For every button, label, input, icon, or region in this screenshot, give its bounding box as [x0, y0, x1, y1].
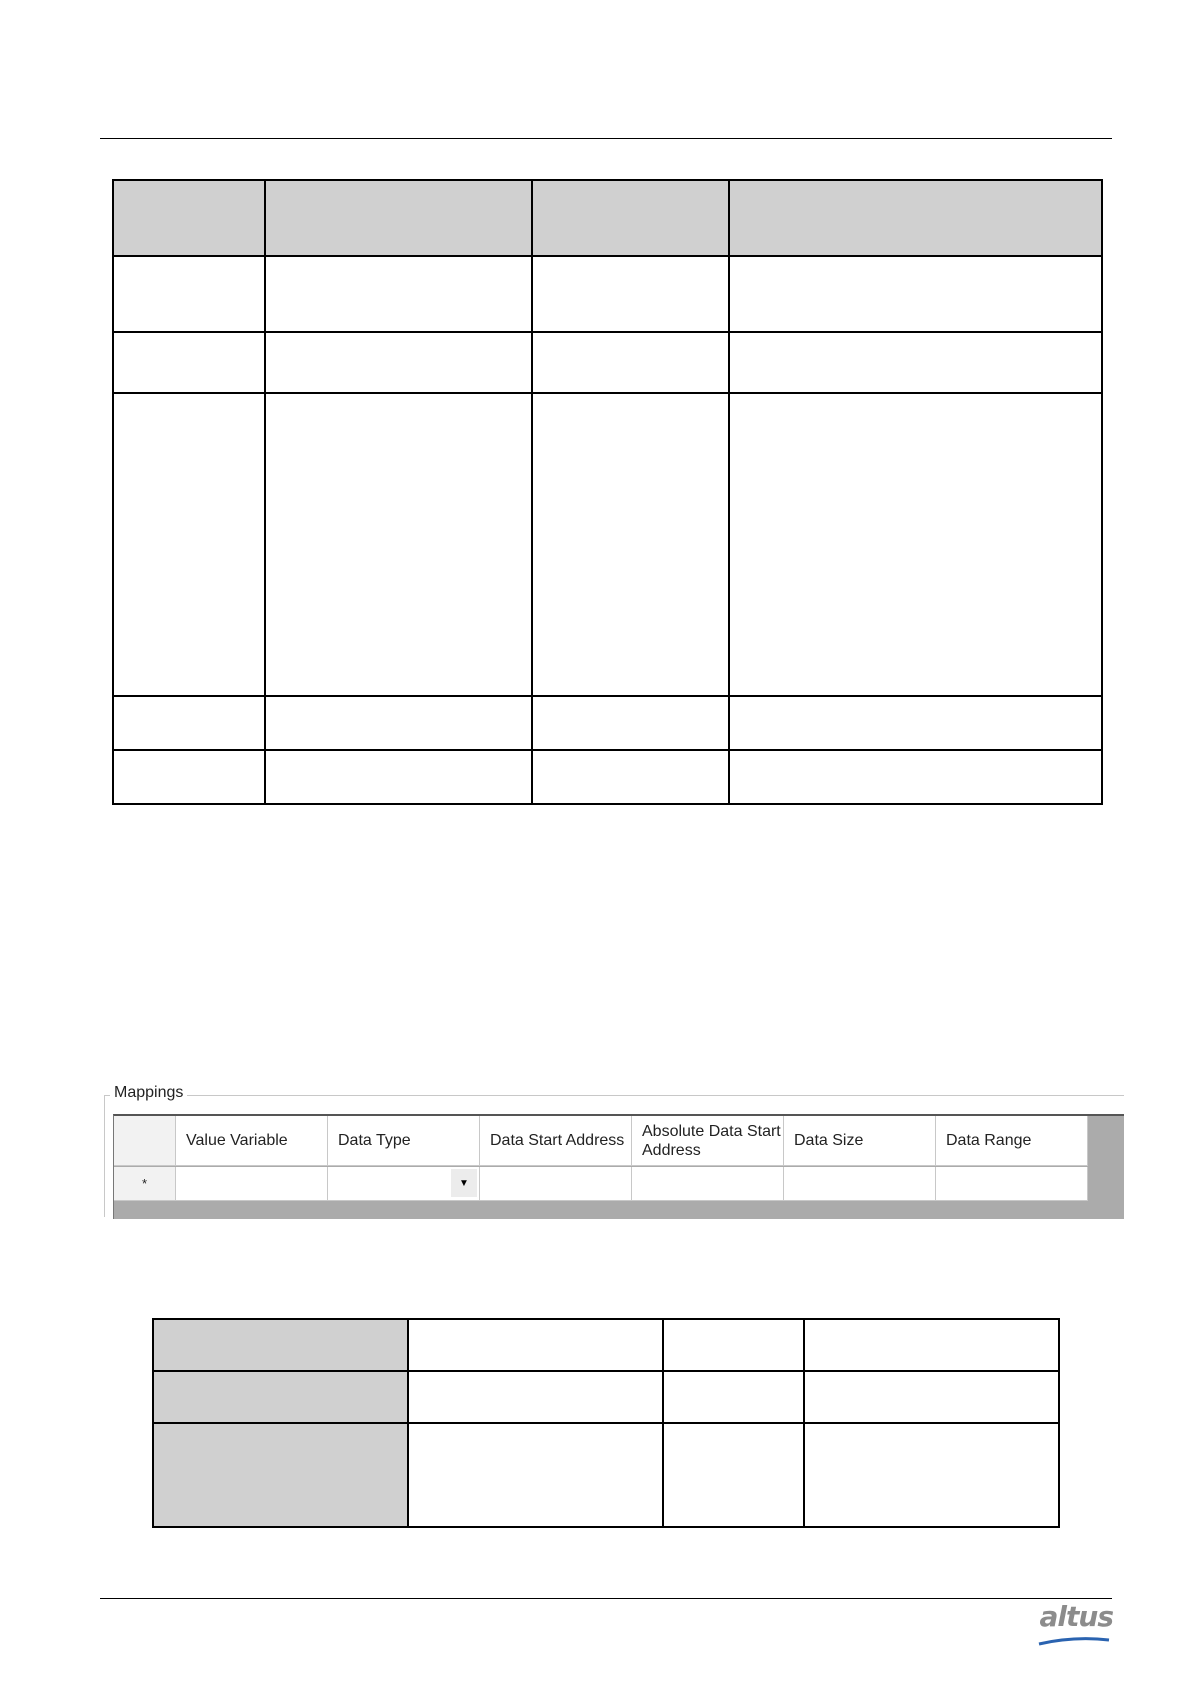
- table-row: [153, 1319, 1059, 1371]
- table-cell: [804, 1371, 1059, 1423]
- column-header-data-type[interactable]: Data Type: [328, 1116, 480, 1166]
- new-row-header[interactable]: [114, 1167, 176, 1201]
- table-row: [153, 1371, 1059, 1423]
- table-cell: [729, 750, 1102, 804]
- table-row: [113, 393, 1102, 696]
- table-row: [113, 696, 1102, 750]
- group-border: [104, 1095, 105, 1217]
- table-cell: [729, 332, 1102, 393]
- table-cell: [113, 256, 265, 332]
- table-cell: [113, 750, 265, 804]
- table-row: [113, 256, 1102, 332]
- table-cell: [408, 1371, 663, 1423]
- table-cell: [265, 256, 532, 332]
- table-cell: [663, 1371, 804, 1423]
- table-header-row: [113, 180, 1102, 256]
- table-header-cell: [729, 180, 1102, 256]
- mappings-legend: Mappings: [110, 1084, 187, 1102]
- table-cell: [265, 393, 532, 696]
- table-cell: [729, 256, 1102, 332]
- parameter-table: [112, 179, 1103, 805]
- grid-corner-cell: [114, 1116, 176, 1166]
- table-header-cell: [265, 180, 532, 256]
- table-cell: [113, 393, 265, 696]
- column-header-data-size[interactable]: Data Size: [784, 1116, 936, 1166]
- table-cell: [663, 1423, 804, 1527]
- data-start-address-cell[interactable]: [480, 1167, 632, 1201]
- table-cell: [663, 1319, 804, 1371]
- group-border: [104, 1095, 1124, 1096]
- table-header-cell: [153, 1423, 408, 1527]
- summary-table: [152, 1318, 1060, 1528]
- mappings-grid[interactable]: [113, 1114, 1124, 1219]
- table-row: [153, 1423, 1059, 1527]
- table-row: [113, 332, 1102, 393]
- table-cell: [804, 1423, 1059, 1527]
- table-cell: [804, 1319, 1059, 1371]
- table-cell: [265, 696, 532, 750]
- data-type-cell[interactable]: [328, 1167, 480, 1201]
- new-row-marker: *: [141, 1176, 148, 1191]
- data-size-cell[interactable]: [784, 1167, 936, 1201]
- header-rule: [100, 138, 1112, 139]
- table-cell: [408, 1423, 663, 1527]
- footer-rule: [100, 1598, 1112, 1599]
- value-variable-cell[interactable]: [176, 1167, 328, 1201]
- table-cell: [265, 332, 532, 393]
- data-range-cell[interactable]: [936, 1167, 1088, 1201]
- mappings-group: [104, 1082, 1124, 1217]
- table-cell: [113, 332, 265, 393]
- table-header-cell: [153, 1371, 408, 1423]
- table-cell: [532, 332, 729, 393]
- column-header-absolute-data-start-address[interactable]: Absolute Data Start Address: [632, 1116, 784, 1166]
- table-header-cell: [113, 180, 265, 256]
- table-cell: [532, 750, 729, 804]
- table-cell: [532, 696, 729, 750]
- absolute-data-start-address-cell[interactable]: [632, 1167, 784, 1201]
- column-header-data-range[interactable]: Data Range: [936, 1116, 1088, 1166]
- table-cell: [532, 393, 729, 696]
- logo-swoosh-icon: [1037, 1636, 1111, 1646]
- table-row: [113, 750, 1102, 804]
- table-cell: [729, 696, 1102, 750]
- table-header-cell: [532, 180, 729, 256]
- table-cell: [729, 393, 1102, 696]
- table-header-cell: [153, 1319, 408, 1371]
- table-cell: [532, 256, 729, 332]
- column-header-data-start-address[interactable]: Data Start Address: [480, 1116, 632, 1166]
- altus-logo: altus: [1039, 1600, 1113, 1633]
- column-header-value-variable[interactable]: Value Variable: [176, 1116, 328, 1166]
- table-cell: [408, 1319, 663, 1371]
- table-cell: [265, 750, 532, 804]
- dropdown-arrow-icon[interactable]: ▼: [451, 1169, 477, 1197]
- table-cell: [113, 696, 265, 750]
